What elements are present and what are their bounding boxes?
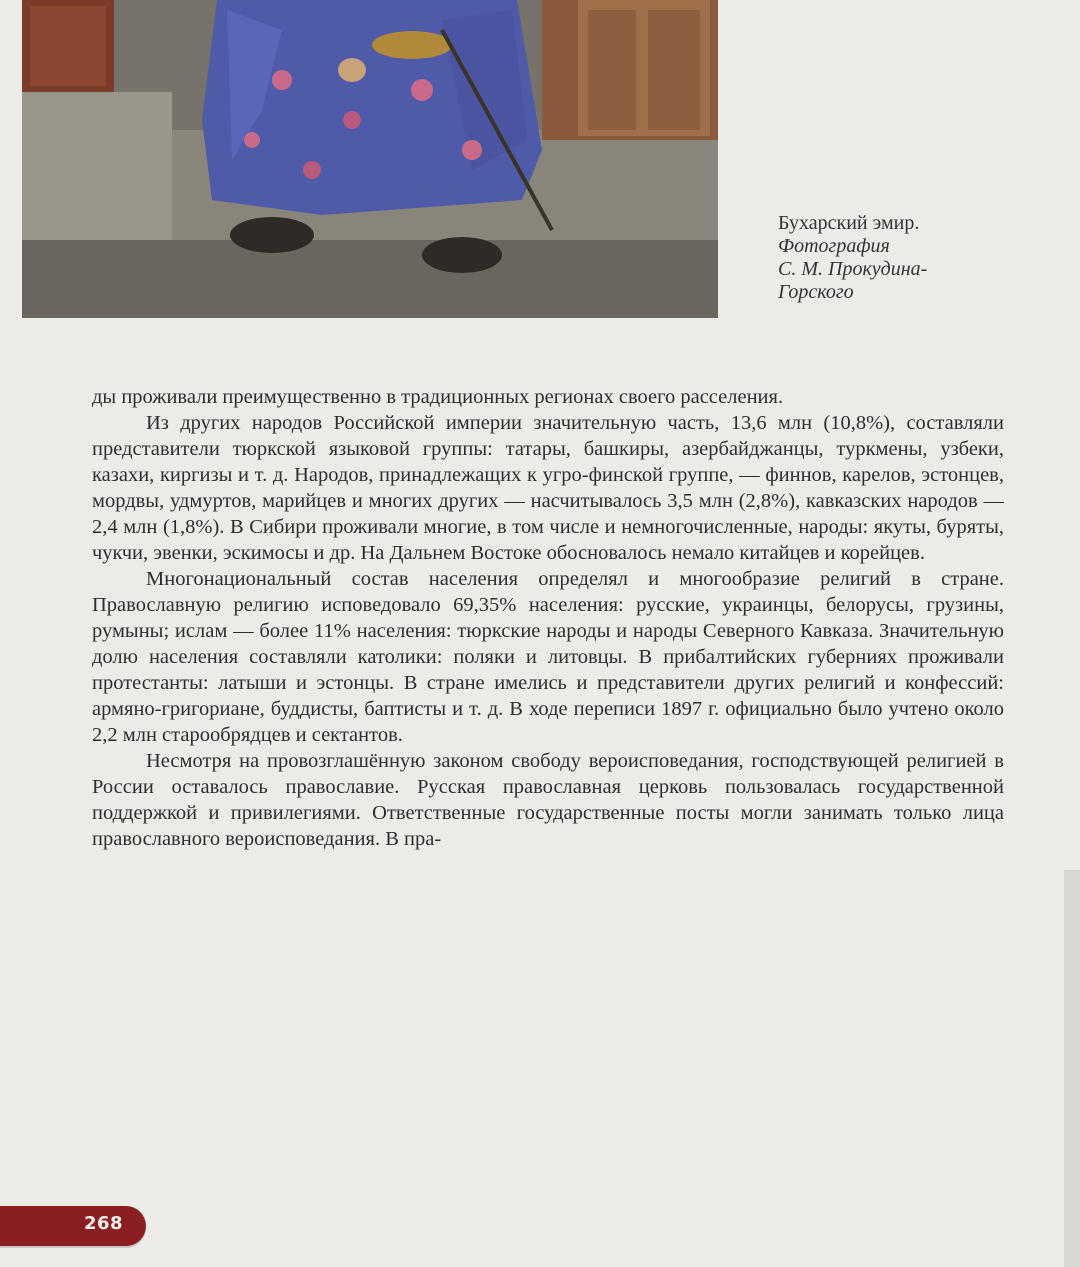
- photo-caption: [778, 212, 1038, 304]
- caption-photo-label: Фотография: [778, 235, 890, 257]
- caption-title: Бухарский эмир.: [778, 212, 920, 234]
- paragraph: Несмотря на провозглашённую законом свободу вероисповедания, господствующей религией в России оставалось православие. Русская православная церковь пользовалась государственной поддержкой и привилегиями. Ответственные государственные посты могли занимать только лица православного вероисповедания. В пра-: [92, 750, 1004, 850]
- body-text: [92, 384, 1004, 852]
- paragraph: Из других народов Российской империи значительную часть, 13,6 млн (10,8%), составляли представители тюркской языковой группы: татары, башкиры, азербайджанцы, туркмены, узбеки, казахи, киргизы и т. д. Народов, принадлежащих к угро-финской группе, — финнов, карелов, эстонцев, мордвы, удмуртов, марийцев и многих других — насчитывалось 3,5 млн (2,8%), кавказских народов — 2,4 млн (1,8%). В Сибири проживали многие, в том числе и немногочисленные, народы: якуты, буряты, чукчи, эвенки, эскимосы и др. На Дальнем Востоке обосновалось немало китайцев и корейцев.: [92, 412, 1004, 564]
- paragraph: ды проживали преимущественно в традиционных регионах своего расселения.: [92, 386, 784, 408]
- page-edge: [1064, 870, 1080, 1267]
- caption-author: С. М. Прокудина-: [778, 258, 928, 280]
- emir-photograph: [22, 0, 718, 318]
- paragraph: Многонациональный состав населения определял и многообразие религий в стране. Православную религию исповедовало 69,35% населения: русские, украинцы, белорусы, грузины, румыны; ислам — более 11% населения: тюркские народы и народы Северного Кавказа. Значительную долю населения составляли католики: поляки и литовцы. В прибалтийских губерниях проживали протестанты: латыши и эстонцы. В стране имелись и представители других религий и конфессий: армяно-григориане, буддисты, баптисты и т. д. В ходе переписи 1897 г. официально было учтено около 2,2 млн старообрядцев и сектантов.: [92, 568, 1004, 746]
- page-number: 268: [84, 1213, 124, 1234]
- caption-author-cont: Горского: [778, 281, 854, 303]
- page-number-tab: [0, 1206, 146, 1246]
